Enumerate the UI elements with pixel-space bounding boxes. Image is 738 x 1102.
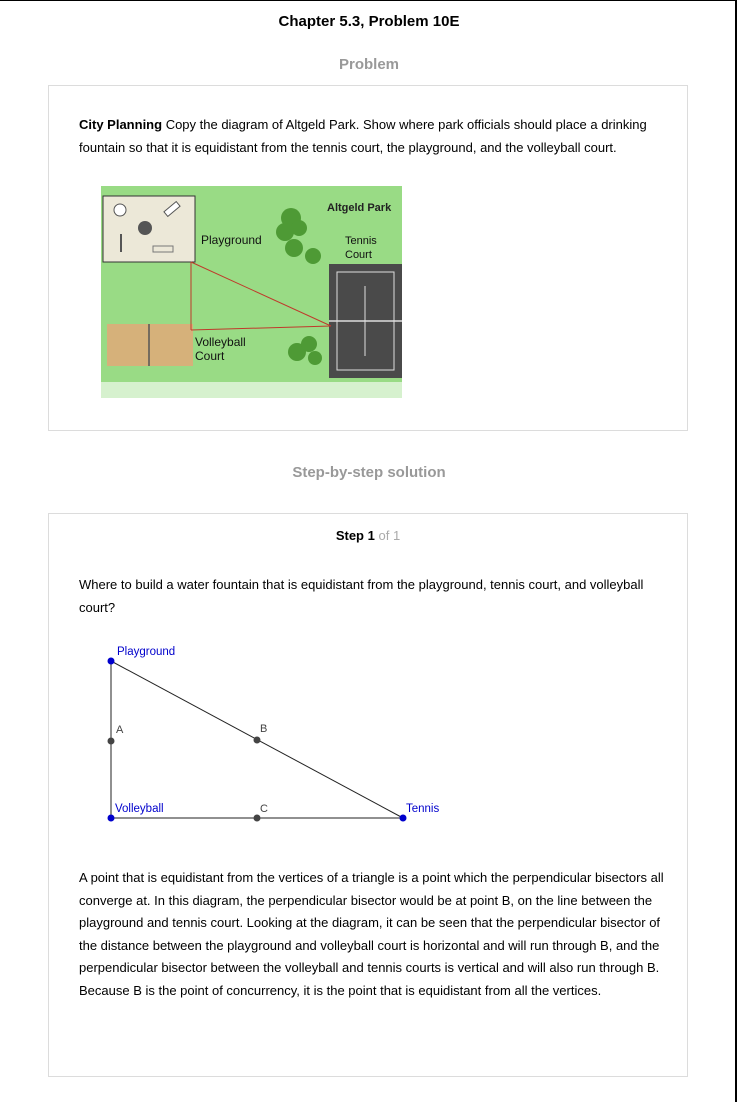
park-diagram: [101, 186, 402, 398]
park-diagram-svg: [101, 186, 402, 398]
volleyball-court: [107, 324, 193, 366]
tennis-label-line1: Tennis: [345, 235, 377, 247]
step-of: of 1: [378, 528, 401, 543]
point-b-label: B: [260, 723, 268, 735]
page-border-top: [0, 0, 735, 1]
problem-text: [79, 114, 664, 159]
page-title: Chapter 5.3, Problem 10E: [278, 13, 460, 30]
step-header: [49, 528, 687, 543]
volleyball-label: Volleyball: [115, 803, 164, 815]
point-a-label: A: [116, 724, 124, 736]
park-name-label: Altgeld Park: [327, 202, 392, 214]
page-border-right: [735, 0, 737, 1102]
volleyball-label-line1: Volleyball: [195, 335, 246, 349]
step-label: Step: [335, 528, 364, 543]
point-a: [108, 738, 115, 745]
triangle-diagram: [99, 639, 459, 834]
solution-explanation: A point that is equidistant from the vertices of a triangle is a point which the perpendicular bisectors all converge at. In this diagram, the perpendicular bisector would be at point B, on the line between the playground and tennis court. Looking at the diagram, it can be seen that the perpendicular bisector of the distance between the playground and volleyball court is horizontal and will run through B, and the perpendicular bisector between the volleyball and tennis courts is vertical and will also run through B. Because B is the point of concurrency, it is the point that is equidistant from all the vertices.: [79, 870, 664, 998]
point-b: [254, 737, 261, 744]
solution-question: Where to build a water fountain that is equidistant from the playground, tennis court, and volleyball court?: [79, 577, 644, 615]
tennis-point: [400, 815, 407, 822]
problem-card: [48, 85, 688, 431]
solution-heading: Step-by-step solution: [292, 464, 446, 481]
point-c: [254, 815, 261, 822]
playground-equipment-icon: [138, 221, 152, 235]
volleyball-point: [108, 815, 115, 822]
playground-label: Playground: [201, 233, 262, 247]
playground-equipment-icon: [114, 204, 126, 216]
tennis-label: Tennis: [406, 803, 440, 815]
problem-body: Copy the diagram of Altgeld Park. Show where park officials should place a drinking fountain so that it is equidistant from the tennis court, the playground, and the volleyball court.: [79, 117, 647, 155]
volleyball-label-line2: Court: [195, 349, 225, 363]
tennis-label-line2: Court: [345, 249, 372, 261]
playground-point: [108, 658, 115, 665]
point-c-label: C: [260, 803, 268, 815]
grass-faded-edge: [101, 382, 402, 398]
problem-label: City Planning: [79, 117, 163, 132]
step-number: 1: [367, 528, 375, 543]
problem-heading: Problem: [338, 56, 399, 73]
solution-card: [48, 513, 688, 1077]
playground-label: Playground: [117, 646, 176, 658]
